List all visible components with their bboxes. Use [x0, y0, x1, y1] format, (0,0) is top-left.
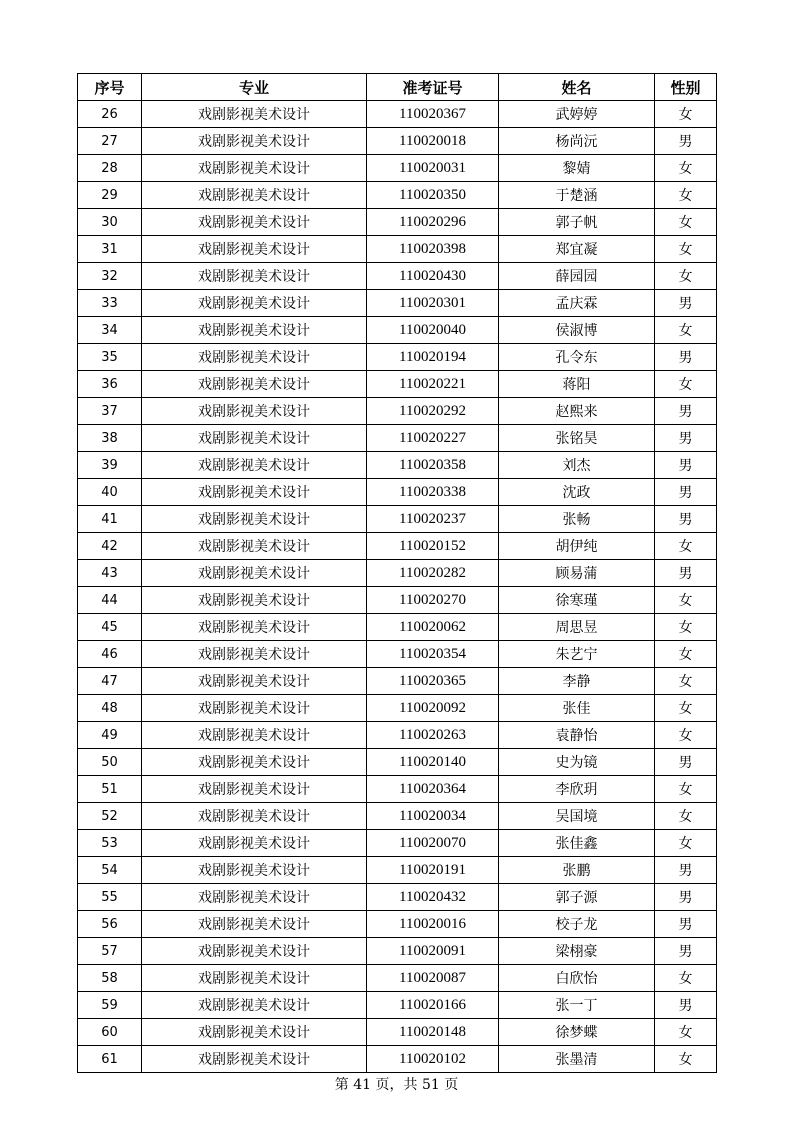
- seq-cell: 26: [78, 101, 142, 128]
- table-row: [78, 317, 717, 344]
- major-cell: 戏剧影视美术设计: [142, 614, 367, 641]
- gender-cell: 男: [655, 506, 717, 533]
- name-cell: 张佳鑫: [499, 830, 655, 857]
- major-cell: 戏剧影视美术设计: [142, 722, 367, 749]
- header-gender: 性别: [655, 74, 717, 101]
- table-row: [78, 506, 717, 533]
- table-row: [78, 101, 717, 128]
- gender-cell: 女: [655, 668, 717, 695]
- name-cell: 刘杰: [499, 452, 655, 479]
- seq-cell: 35: [78, 344, 142, 371]
- header-seq: 序号: [78, 74, 142, 101]
- exam-id-cell: 110020367: [367, 101, 499, 128]
- major-cell: 戏剧影视美术设计: [142, 452, 367, 479]
- table-row: [78, 1019, 717, 1046]
- table-row: [78, 128, 717, 155]
- gender-cell: 女: [655, 263, 717, 290]
- major-cell: 戏剧影视美术设计: [142, 344, 367, 371]
- name-cell: 白欣怡: [499, 965, 655, 992]
- name-cell: 梁栩豪: [499, 938, 655, 965]
- gender-cell: 女: [655, 317, 717, 344]
- exam-id-cell: 110020350: [367, 182, 499, 209]
- gender-cell: 女: [655, 101, 717, 128]
- major-cell: 戏剧影视美术设计: [142, 236, 367, 263]
- table-body: [78, 101, 717, 1073]
- exam-id-cell: 110020270: [367, 587, 499, 614]
- major-cell: 戏剧影视美术设计: [142, 641, 367, 668]
- seq-cell: 36: [78, 371, 142, 398]
- table-row: [78, 290, 717, 317]
- exam-id-cell: 110020292: [367, 398, 499, 425]
- seq-cell: 52: [78, 803, 142, 830]
- name-cell: 张铭昊: [499, 425, 655, 452]
- major-cell: 戏剧影视美术设计: [142, 155, 367, 182]
- major-cell: 戏剧影视美术设计: [142, 479, 367, 506]
- major-cell: 戏剧影视美术设计: [142, 749, 367, 776]
- exam-id-cell: 110020296: [367, 209, 499, 236]
- major-cell: 戏剧影视美术设计: [142, 1046, 367, 1073]
- major-cell: 戏剧影视美术设计: [142, 830, 367, 857]
- table-row: [78, 803, 717, 830]
- name-cell: 孟庆霖: [499, 290, 655, 317]
- major-cell: 戏剧影视美术设计: [142, 776, 367, 803]
- table-row: [78, 587, 717, 614]
- gender-cell: 男: [655, 911, 717, 938]
- table-row: [78, 830, 717, 857]
- gender-cell: 男: [655, 425, 717, 452]
- gender-cell: 男: [655, 398, 717, 425]
- table-row: [78, 668, 717, 695]
- name-cell: 蒋阳: [499, 371, 655, 398]
- seq-cell: 30: [78, 209, 142, 236]
- major-cell: 戏剧影视美术设计: [142, 425, 367, 452]
- major-cell: 戏剧影视美术设计: [142, 263, 367, 290]
- seq-cell: 27: [78, 128, 142, 155]
- exam-id-cell: 110020087: [367, 965, 499, 992]
- exam-id-cell: 110020034: [367, 803, 499, 830]
- table-row: [78, 1046, 717, 1073]
- gender-cell: 女: [655, 533, 717, 560]
- seq-cell: 41: [78, 506, 142, 533]
- gender-cell: 女: [655, 587, 717, 614]
- gender-cell: 女: [655, 614, 717, 641]
- major-cell: 戏剧影视美术设计: [142, 533, 367, 560]
- major-cell: 戏剧影视美术设计: [142, 398, 367, 425]
- name-cell: 周思昱: [499, 614, 655, 641]
- exam-id-cell: 110020194: [367, 344, 499, 371]
- name-cell: 张佳: [499, 695, 655, 722]
- exam-id-cell: 110020263: [367, 722, 499, 749]
- gender-cell: 女: [655, 776, 717, 803]
- gender-cell: 女: [655, 155, 717, 182]
- gender-cell: 女: [655, 722, 717, 749]
- table-row: [78, 263, 717, 290]
- name-cell: 孔令东: [499, 344, 655, 371]
- table-row: [78, 236, 717, 263]
- exam-id-cell: 110020430: [367, 263, 499, 290]
- gender-cell: 女: [655, 1046, 717, 1073]
- exam-id-cell: 110020354: [367, 641, 499, 668]
- seq-cell: 53: [78, 830, 142, 857]
- major-cell: 戏剧影视美术设计: [142, 911, 367, 938]
- name-cell: 顾易蒲: [499, 560, 655, 587]
- table-row: [78, 749, 717, 776]
- page-footer: 第 41 页，共 51 页: [334, 1077, 459, 1093]
- gender-cell: 男: [655, 452, 717, 479]
- major-cell: 戏剧影视美术设计: [142, 101, 367, 128]
- exam-id-cell: 110020148: [367, 1019, 499, 1046]
- table-row: [78, 209, 717, 236]
- name-cell: 徐寒瑾: [499, 587, 655, 614]
- exam-id-cell: 110020070: [367, 830, 499, 857]
- table-row: [78, 965, 717, 992]
- seq-cell: 57: [78, 938, 142, 965]
- exam-id-cell: 110020016: [367, 911, 499, 938]
- exam-id-cell: 110020365: [367, 668, 499, 695]
- major-cell: 戏剧影视美术设计: [142, 560, 367, 587]
- table-row: [78, 776, 717, 803]
- name-cell: 史为镜: [499, 749, 655, 776]
- exam-id-cell: 110020398: [367, 236, 499, 263]
- gender-cell: 男: [655, 344, 717, 371]
- seq-cell: 38: [78, 425, 142, 452]
- exam-id-cell: 110020191: [367, 857, 499, 884]
- major-cell: 戏剧影视美术设计: [142, 884, 367, 911]
- name-cell: 赵熙来: [499, 398, 655, 425]
- gender-cell: 女: [655, 236, 717, 263]
- name-cell: 郑宜凝: [499, 236, 655, 263]
- name-cell: 张墨清: [499, 1046, 655, 1073]
- name-cell: 朱艺宁: [499, 641, 655, 668]
- table-row: [78, 452, 717, 479]
- gender-cell: 男: [655, 749, 717, 776]
- gender-cell: 女: [655, 965, 717, 992]
- gender-cell: 男: [655, 938, 717, 965]
- seq-cell: 46: [78, 641, 142, 668]
- exam-id-cell: 110020152: [367, 533, 499, 560]
- seq-cell: 32: [78, 263, 142, 290]
- major-cell: 戏剧影视美术设计: [142, 290, 367, 317]
- table-row: [78, 722, 717, 749]
- table-row: [78, 857, 717, 884]
- table-row: [78, 398, 717, 425]
- name-cell: 胡伊纯: [499, 533, 655, 560]
- gender-cell: 男: [655, 884, 717, 911]
- exam-id-cell: 110020227: [367, 425, 499, 452]
- name-cell: 于楚涵: [499, 182, 655, 209]
- gender-cell: 女: [655, 209, 717, 236]
- seq-cell: 56: [78, 911, 142, 938]
- gender-cell: 男: [655, 992, 717, 1019]
- name-cell: 张鹏: [499, 857, 655, 884]
- name-cell: 郭子源: [499, 884, 655, 911]
- exam-id-cell: 110020018: [367, 128, 499, 155]
- name-cell: 徐梦蝶: [499, 1019, 655, 1046]
- exam-id-cell: 110020432: [367, 884, 499, 911]
- seq-cell: 61: [78, 1046, 142, 1073]
- table-row: [78, 695, 717, 722]
- major-cell: 戏剧影视美术设计: [142, 992, 367, 1019]
- table-row: [78, 533, 717, 560]
- seq-cell: 45: [78, 614, 142, 641]
- seq-cell: 40: [78, 479, 142, 506]
- roster-table: [77, 73, 717, 1073]
- major-cell: 戏剧影视美术设计: [142, 209, 367, 236]
- seq-cell: 44: [78, 587, 142, 614]
- table-row: [78, 560, 717, 587]
- table-row: [78, 182, 717, 209]
- seq-cell: 59: [78, 992, 142, 1019]
- exam-id-cell: 110020237: [367, 506, 499, 533]
- exam-id-cell: 110020166: [367, 992, 499, 1019]
- major-cell: 戏剧影视美术设计: [142, 857, 367, 884]
- gender-cell: 女: [655, 695, 717, 722]
- major-cell: 戏剧影视美术设计: [142, 695, 367, 722]
- table-row: [78, 155, 717, 182]
- seq-cell: 43: [78, 560, 142, 587]
- name-cell: 黎婧: [499, 155, 655, 182]
- name-cell: 李静: [499, 668, 655, 695]
- name-cell: 张畅: [499, 506, 655, 533]
- gender-cell: 男: [655, 128, 717, 155]
- table-row: [78, 884, 717, 911]
- name-cell: 吴国境: [499, 803, 655, 830]
- exam-id-cell: 110020040: [367, 317, 499, 344]
- major-cell: 戏剧影视美术设计: [142, 668, 367, 695]
- exam-id-cell: 110020282: [367, 560, 499, 587]
- table-row: [78, 425, 717, 452]
- table-row: [78, 992, 717, 1019]
- gender-cell: 男: [655, 857, 717, 884]
- gender-cell: 女: [655, 1019, 717, 1046]
- exam-id-cell: 110020221: [367, 371, 499, 398]
- major-cell: 戏剧影视美术设计: [142, 128, 367, 155]
- name-cell: 郭子帆: [499, 209, 655, 236]
- seq-cell: 37: [78, 398, 142, 425]
- name-cell: 沈政: [499, 479, 655, 506]
- name-cell: 侯淑博: [499, 317, 655, 344]
- table-row: [78, 911, 717, 938]
- seq-cell: 60: [78, 1019, 142, 1046]
- exam-id-cell: 110020140: [367, 749, 499, 776]
- header-major: 专业: [142, 74, 367, 101]
- name-cell: 薛园园: [499, 263, 655, 290]
- seq-cell: 42: [78, 533, 142, 560]
- major-cell: 戏剧影视美术设计: [142, 182, 367, 209]
- name-cell: 李欣玥: [499, 776, 655, 803]
- gender-cell: 男: [655, 560, 717, 587]
- seq-cell: 29: [78, 182, 142, 209]
- gender-cell: 女: [655, 803, 717, 830]
- seq-cell: 51: [78, 776, 142, 803]
- table-row: [78, 344, 717, 371]
- exam-id-cell: 110020364: [367, 776, 499, 803]
- exam-id-cell: 110020091: [367, 938, 499, 965]
- gender-cell: 女: [655, 182, 717, 209]
- exam-id-cell: 110020301: [367, 290, 499, 317]
- table-row: [78, 938, 717, 965]
- gender-cell: 女: [655, 830, 717, 857]
- name-cell: 校子龙: [499, 911, 655, 938]
- gender-cell: 男: [655, 479, 717, 506]
- seq-cell: 48: [78, 695, 142, 722]
- header-row: [78, 74, 717, 101]
- table-row: [78, 641, 717, 668]
- exam-id-cell: 110020338: [367, 479, 499, 506]
- header-exam-id: 准考证号: [367, 74, 499, 101]
- major-cell: 戏剧影视美术设计: [142, 938, 367, 965]
- exam-id-cell: 110020102: [367, 1046, 499, 1073]
- seq-cell: 55: [78, 884, 142, 911]
- gender-cell: 女: [655, 641, 717, 668]
- seq-cell: 49: [78, 722, 142, 749]
- name-cell: 杨尚沅: [499, 128, 655, 155]
- exam-id-cell: 110020358: [367, 452, 499, 479]
- major-cell: 戏剧影视美术设计: [142, 1019, 367, 1046]
- seq-cell: 39: [78, 452, 142, 479]
- seq-cell: 54: [78, 857, 142, 884]
- gender-cell: 女: [655, 371, 717, 398]
- seq-cell: 58: [78, 965, 142, 992]
- seq-cell: 50: [78, 749, 142, 776]
- exam-id-cell: 110020062: [367, 614, 499, 641]
- major-cell: 戏剧影视美术设计: [142, 371, 367, 398]
- exam-id-cell: 110020092: [367, 695, 499, 722]
- table-row: [78, 614, 717, 641]
- name-cell: 袁静怡: [499, 722, 655, 749]
- header-name: 姓名: [499, 74, 655, 101]
- major-cell: 戏剧影视美术设计: [142, 803, 367, 830]
- name-cell: 张一丁: [499, 992, 655, 1019]
- table-row: [78, 479, 717, 506]
- exam-id-cell: 110020031: [367, 155, 499, 182]
- gender-cell: 男: [655, 290, 717, 317]
- seq-cell: 31: [78, 236, 142, 263]
- seq-cell: 34: [78, 317, 142, 344]
- major-cell: 戏剧影视美术设计: [142, 965, 367, 992]
- table-row: [78, 371, 717, 398]
- major-cell: 戏剧影视美术设计: [142, 506, 367, 533]
- seq-cell: 28: [78, 155, 142, 182]
- major-cell: 戏剧影视美术设计: [142, 587, 367, 614]
- major-cell: 戏剧影视美术设计: [142, 317, 367, 344]
- seq-cell: 33: [78, 290, 142, 317]
- seq-cell: 47: [78, 668, 142, 695]
- name-cell: 武婷婷: [499, 101, 655, 128]
